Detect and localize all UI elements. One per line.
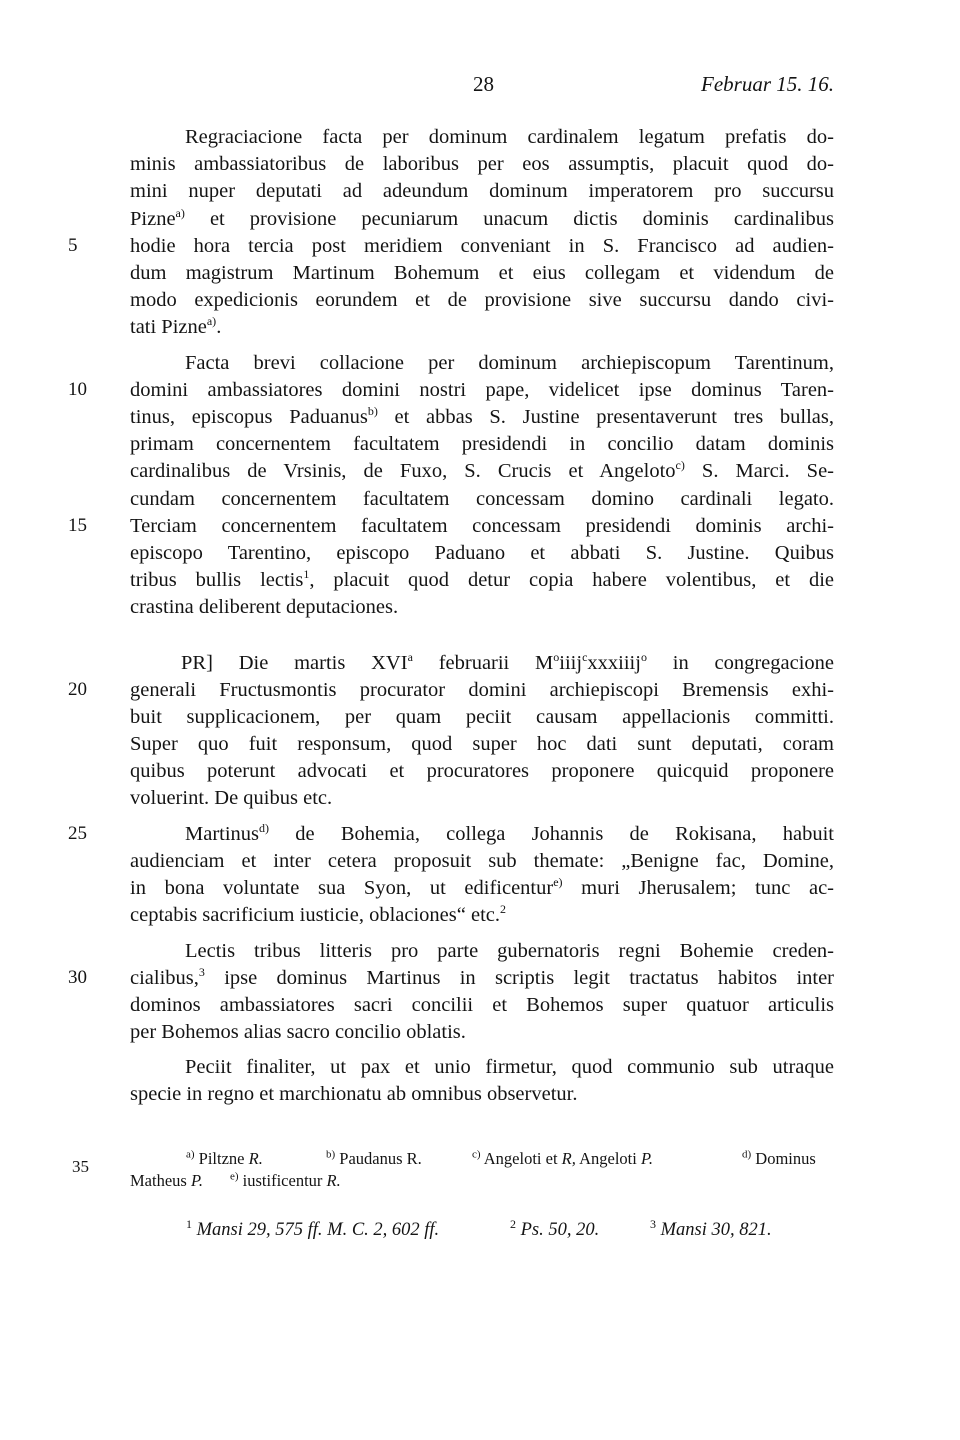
line-number: 25 xyxy=(68,823,87,844)
source-siglum: PR] xyxy=(181,652,213,674)
text-line: cundam concernentem facultatem concessam domino cardinali legato. xyxy=(130,488,834,510)
text-line: dominos ambassiatores sacri concilii et Bohemos super quatuor articulis xyxy=(130,994,834,1016)
apparatus-line: $^{a)}$ Piltzne R. $^{b)}$ Paudanus R. $^{c)}$ Angeloti et R, Angeloti P. $^{d)}$ Dominus xyxy=(186,1148,816,1168)
text-line: tati Pizne$^{a)}$. xyxy=(130,314,222,338)
text-line: hodie hora tercia post meridiem conveniant in S. Francisco ad audien- xyxy=(130,235,834,257)
text-line: cardinalibus de Vrsinis, de Fuxo, S. Crucis et Angeloto$^{c)}$ S. Marci. Se- xyxy=(130,458,834,482)
text-line: domini ambassiatores domini nostri pape, videlicet ipse dominus Taren- xyxy=(130,379,834,401)
page-number: 28 xyxy=(473,72,494,96)
text-line: ceptabis sacrificium iusticie, oblaciones“ etc.$^2$ xyxy=(130,902,506,926)
text-line: Regraciacione facta per dominum cardinalem legatum prefatis do- xyxy=(185,126,834,148)
text-line: audienciam et inter cetera proposuit sub themate: „Benigne fac, Domine, xyxy=(130,850,834,872)
text-line: per Bohemos alias sacro concilio oblatis. xyxy=(130,1021,466,1043)
text-line: tribus bullis lectis$^1$, placuit quod detur copia habere volentibus, et die xyxy=(130,567,834,591)
source-references: $^1$ Mansi 29, 575 ff. M. C. 2, 602 ff. $^2$ Ps. 50, 20. $^3$ Mansi 30, 821. xyxy=(186,1216,772,1240)
line-number: 30 xyxy=(68,967,87,988)
text-line: Facta brevi collacione per dominum archiepiscopum Tarentinum, xyxy=(185,352,834,374)
text-line: Pizne$^{a)}$ et provisione pecuniarum unacum dictis dominis cardinalibus xyxy=(130,206,835,230)
text-line: tinus, episcopus Paduanus$^{b)}$ et abbas S. Justine presentaverunt tres bullas, xyxy=(130,404,834,428)
page-header xyxy=(130,72,834,104)
text-line: cialibus,$^3$ ipse dominus Martinus in scriptis legit tractatus habitos inter xyxy=(130,965,835,989)
text-line: Peciit finaliter, ut pax et unio firmetur, quod communio sub utraque xyxy=(185,1056,834,1078)
running-title: Februar 15. 16. xyxy=(701,72,834,96)
line-number: 35 xyxy=(72,1157,89,1176)
text-line: primam concernentem facultatem presidendi in concilio datam dominis xyxy=(130,433,834,455)
text-line: episcopo Tarentino, episcopo Paduano et abbati S. Justine. Quibus xyxy=(130,542,834,564)
text-line: specie in regno et marchionatu ab omnibus observetur. xyxy=(130,1083,578,1105)
text-line: in bona voluntate sua Syon, ut edificentur$^{e)}$ muri Jherusalem; tunc ac- xyxy=(130,875,835,899)
text-line: modo expedicionis eorundem et de provisione sive succursu dando civi- xyxy=(130,289,834,311)
text-line: quibus poterunt advocati et procuratores proponere quicquid proponere xyxy=(130,760,834,782)
text-line: Lectis tribus litteris pro parte gubernatoris regni Bohemie creden- xyxy=(185,940,834,962)
text-line: buit supplicacionem, per quam peciit causam appellacionis committi. xyxy=(130,706,834,728)
text-line: mini nuper deputati ad adeundum dominum imperatorem pro succursu xyxy=(130,180,834,202)
line-number: 20 xyxy=(68,679,87,700)
text-line: PR] Die martis XVI$^a$ februarii $M^oiiij^cxxxiiij^o$ in congregacione xyxy=(181,650,835,674)
text-line: Super quo fuit responsum, quod super hoc dati sunt deputati, coram xyxy=(130,733,834,755)
apparatus-line: Matheus P. $^{e)}$ iustificentur R. xyxy=(130,1170,341,1190)
text-line: Terciam concernentem facultatem concessam presidendi dominis archi- xyxy=(130,515,834,537)
line-number: 15 xyxy=(68,515,87,536)
text-line: generali Fructusmontis procurator domini archiepiscopi Bremensis exhi- xyxy=(130,679,834,701)
line-number: 5 xyxy=(68,235,78,256)
text-line: dum magistrum Martinum Bohemum et eius collegam et videndum de xyxy=(130,262,834,284)
text-line: voluerint. De quibus etc. xyxy=(130,787,333,809)
line-number: 10 xyxy=(68,379,87,400)
text-line: minis ambassiatoribus de laboribus per eos assumptis, placuit quod do- xyxy=(130,153,834,175)
text-line: crastina deliberent deputaciones. xyxy=(130,596,399,618)
text-line: Martinus$^{d)}$ de Bohemia, collega Johannis de Rokisana, habuit xyxy=(185,821,834,845)
